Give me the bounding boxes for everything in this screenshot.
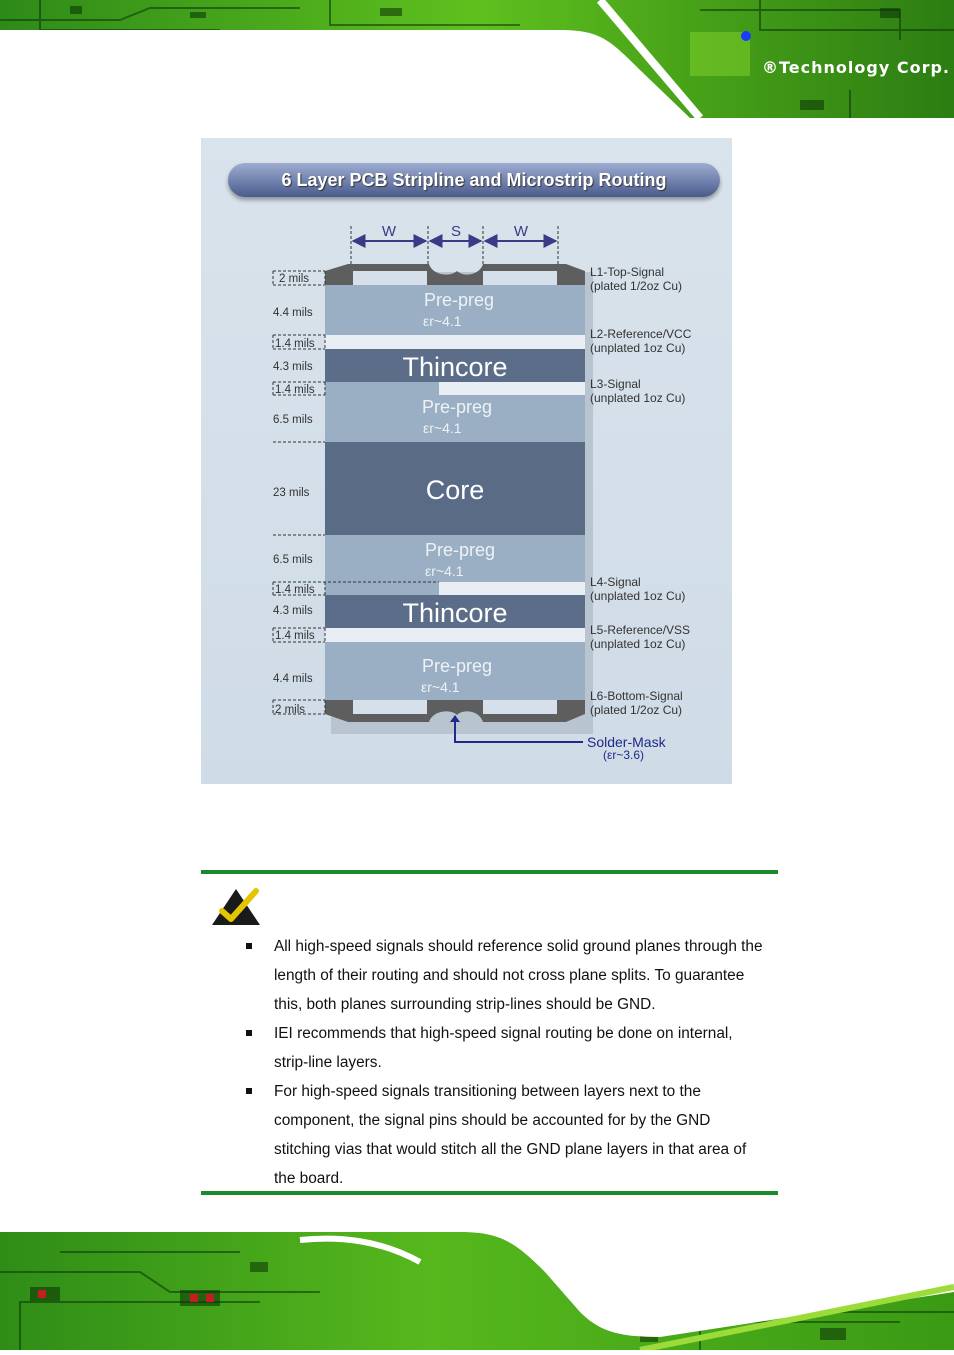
callout-l1-detail: (plated 1/2oz Cu) [590, 279, 683, 293]
callout-l1-name: L1-Top-Signal [590, 265, 665, 279]
l1-trace-left [353, 271, 427, 285]
solder-mask-label: Solder-Mask [587, 734, 666, 750]
thickness-label: 23 mils [273, 487, 310, 499]
list-item [201, 1019, 778, 1077]
layer-permittivity: εr~4.1 [423, 420, 462, 436]
callout-l4-detail: (unplated 1oz Cu) [590, 589, 686, 603]
callout-l2-name: L2-Reference/VCC [590, 327, 692, 341]
thickness-label: 6.5 mils [273, 414, 313, 426]
pcb-stackup-diagram [201, 138, 732, 784]
layer-permittivity: εr~4.1 [425, 563, 464, 579]
l2-plane [325, 335, 585, 349]
note-text: For high-speed signals transitioning between layers next to the component, the signal pins should be accounted for by the GND stitching vias that would stitch all the GND plane layers in that area of the board. [274, 1083, 747, 1187]
callout-l4-name: L4-Signal [590, 575, 641, 589]
layer-name-prepreg: Pre-preg [423, 290, 495, 310]
note-text: All high-speed signals should reference solid ground planes through the length of their routing and should not cross plane splits. To guarantee this, both planes surrounding strip-lines should be GND. [274, 938, 763, 1013]
spacing-label-s: S [450, 223, 462, 240]
l3-signal [439, 382, 585, 395]
company-logo: ®Technology Corp. [762, 58, 950, 77]
note-text: IEI recommends that high-speed signal routing be done on internal, strip-line layers. [274, 1025, 733, 1071]
page-footer [0, 1232, 954, 1350]
bullet-square-icon [246, 1088, 252, 1094]
figure-title: 6 Layer PCB Stripline and Microstrip Routing [281, 169, 667, 190]
thickness-label: 6.5 mils [273, 554, 313, 566]
circuit-board-footer-graphic [0, 1232, 954, 1350]
thickness-label: 1.4 mils [275, 630, 315, 642]
thickness-label: 2 mils [275, 704, 306, 716]
width-label-w2: W [513, 223, 529, 240]
thickness-label: 4.4 mils [273, 307, 313, 319]
thickness-label: 2 mils [279, 273, 310, 285]
callout-l3-name: L3-Signal [590, 377, 641, 391]
width-label-w1: W [381, 223, 397, 240]
layer-name-prepreg: Pre-preg [421, 397, 493, 417]
layer-name-thincore: Thincore [402, 598, 508, 628]
list-item [201, 1077, 778, 1193]
callout-l5-detail: (unplated 1oz Cu) [590, 637, 686, 651]
pcb-stackup-figure [201, 138, 732, 784]
thickness-label: 4.3 mils [273, 605, 313, 617]
callout-l6-name: L6-Bottom-Signal [590, 689, 683, 703]
note-list [201, 932, 778, 1193]
l4-signal [439, 582, 585, 595]
l5-plane [325, 628, 585, 642]
layer-name-thincore: Thincore [402, 352, 508, 382]
bullet-square-icon [246, 943, 252, 949]
thickness-label: 1.4 mils [275, 584, 315, 596]
thickness-label: 1.4 mils [275, 338, 315, 350]
l1-trace-right [483, 271, 557, 285]
thickness-label: 1.4 mils [275, 384, 315, 396]
callout-l6-detail: (plated 1/2oz Cu) [590, 703, 683, 717]
thickness-label: 4.4 mils [273, 673, 313, 685]
callout-l5-name: L5-Reference/VSS [590, 623, 691, 637]
thickness-label: 4.3 mils [273, 361, 313, 373]
check-mark-icon [210, 887, 262, 927]
layer-permittivity: εr~4.1 [423, 313, 462, 329]
callout-l3-detail: (unplated 1oz Cu) [590, 391, 686, 405]
list-item [201, 932, 778, 1019]
figure-title-banner [228, 163, 720, 197]
callout-l2-detail: (unplated 1oz Cu) [590, 341, 686, 355]
bullet-square-icon [246, 1030, 252, 1036]
layer-permittivity: εr~4.1 [421, 679, 460, 695]
layer-name-prepreg: Pre-preg [424, 540, 496, 560]
page-header [0, 0, 954, 118]
note-box [201, 870, 778, 1195]
layer-name-prepreg: Pre-preg [421, 656, 493, 676]
layer-name-core: Core [425, 475, 485, 505]
solder-mask-permittivity: (εr~3.6) [603, 748, 645, 762]
